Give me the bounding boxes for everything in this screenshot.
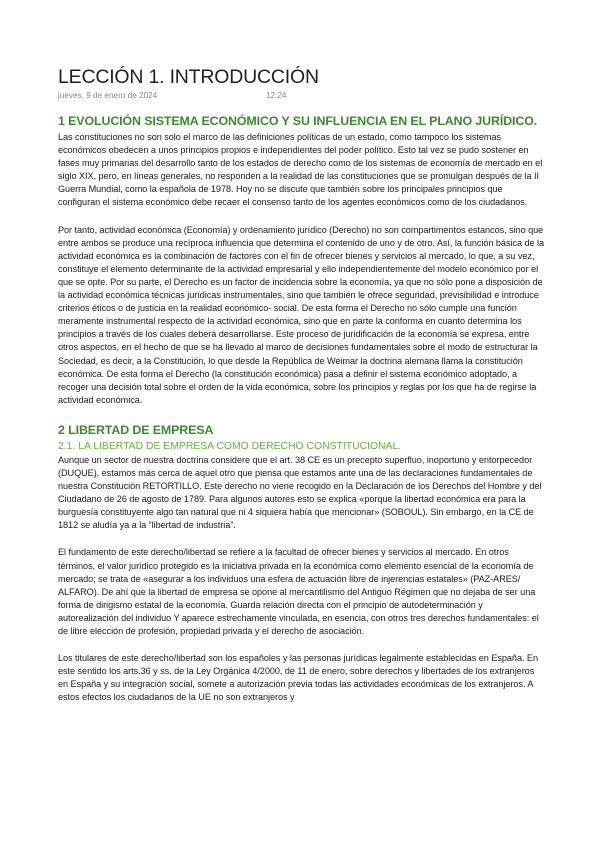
section-1-paragraph-1: Las constituciones no son solo el marco de las definiciones políticas de un estado, como tampoco los sistemas económicos obedecen a unos principios propios e independientes del poder político. Esto tal vez se pudo sostener en fases muy primarias del desarrollo tanto de los estados de derecho como de los sistemas de economía de mercado en el siglo XIX, pero, en líneas generales, no responden a la realidad de las constituciones que se promulgan después de la II Guerra Mundial, como la española de 1978. Hoy no se discute que también sobre los principales principios que configuran el sistema económico debe recaer el consenso tanto de los agentes económicos como de los ciudadanos. xyxy=(58,132,543,208)
section-2-paragraph-2: El fundamento de este derecho/libertad se refiere a la facultad de ofrecer bienes y servicios al mercado. En otros términos, el valor jurídico protegido es la iniciativa privada en la económica como elemento esencial de la economía de mercado; se trata de «asegurar a los individuos una esfera de actuación libre de injerencias estatales» (PAZ-ARES/ ALFARO). De ahí que la libertad de empresa se opone al mercantilismo del Antiguo Régimen que no dejaba de ser una forma de dirigismo estatal de la economía. Guarda relación directa con el principio de autodeterminación y autorealización del individuo Y aparece estrechamente vinculada, en esencia, con otros tres derechos fundamentales: el de libre elección de profesión, propiedad privada y el derecho de asociación. xyxy=(58,547,539,636)
page-title: LECCIÓN 1. INTRODUCCIÓN xyxy=(58,66,319,88)
page-time: 12:24 xyxy=(266,91,287,100)
document-content xyxy=(58,64,544,704)
section-1-heading: 1 EVOLUCIÓN SISTEMA ECONÓMICO Y SU INFLUENCIA EN EL PLANO JURÍDICO. xyxy=(58,114,538,128)
page-date: jueves, 9 de enero de 2024 xyxy=(58,91,158,100)
section-1-paragraph-2: Por tanto, actividad económica (Economía) y ordenamiento jurídico (Derecho) no son compartimentos estancos, sino que entre ambos se produce una recíproca influencia que determina el contenido de uno y de otro. Así, la función básica de la actividad económica es la combinación de factores con el fin de ofrecer bienes y servicios al mercado, lo que, a su vez, constituye el elemento determinante de la actividad empresarial y ello independientemente del modelo económico por el que se opte. Por su parte, el Derecho es un factor de incidencia sobre la economía, ya que no sólo pone a disposición de la actividad económica técnicas jurídicas instrumentales, sino que también le ofrece seguridad, previsibilidad e introduce criterios éticos o de justicia en la realidad económico- social. De esta forma el Derecho no sólo cumple una función meramente instrumental respecto de la actividad económica, sino que en parte la conforma en cuanto determina los principios a través de los cuales deberá desarrollarse. Este proceso de juridificación de la economía se expresa, entre otros aspectos, en el hecho de que se ha llevado al marco de decisiones fundamentales sobre el modo de estructurar la Sociedad, es decir, a la Constitución, lo que desde la República de Weimar la doctrina alemana llama la constitución económica. De esta forma el Derecho (la constitución económica) pasa a definir el sistema económico adoptado, a recoger una decisión total sobre el orden de la vida económica, sobre los principios y reglas por los que ha de regirse la actividad económica. xyxy=(58,224,545,405)
page-metadata xyxy=(58,90,544,104)
section-2-heading: 2 LIBERTAD DE EMPRESA xyxy=(58,422,214,437)
section-2-paragraph-3: Los titulares de este derecho/libertad son los españoles y las personas jurídicas legalmente establecidas en España. En este sentido los arts.36 y ss. de la Ley Orgánica 4/2000, de 11 de enero, sobre derechos y libertades de los extranjeros en España y su integración social, somete a autorización previa todas las actividades económicas de los extranjeros. A estos efectos los ciudadanos de la UE no son extranjeros y xyxy=(58,653,538,703)
section-2-paragraph-1: Aunque un sector de nuestra doctrina considere que el art. 38 CE es un precepto superfluo, inoportuno y entorpecedor (DUQUE), estamos más cerca de aquel otro que piensa que estamos ante una de las declaraciones fundamentales de nuestra Constitución RETORTILLO. Este derecho no viene recogido en la Declaración de los Derechos del Hombre y del Ciudadano de 26 de agosto de 1789. Para algunos autores esto se explica «porque la libertad económica era para la burguesía constituyente algo tan natural que ni 4 siquiera había que mencionar» (SOBOUL). Sin embargo, en la CE de 1812 se aludía ya a la “libertad de industria”. xyxy=(58,454,542,531)
paragraph-spacer xyxy=(58,638,544,652)
paragraph-spacer xyxy=(58,210,544,224)
paragraph-spacer xyxy=(58,532,544,546)
section-2-1-subheading: 2.1. LA LIBERTAD DE EMPRESA COMO DERECHO CONSTITUCIONAL. xyxy=(58,440,402,452)
